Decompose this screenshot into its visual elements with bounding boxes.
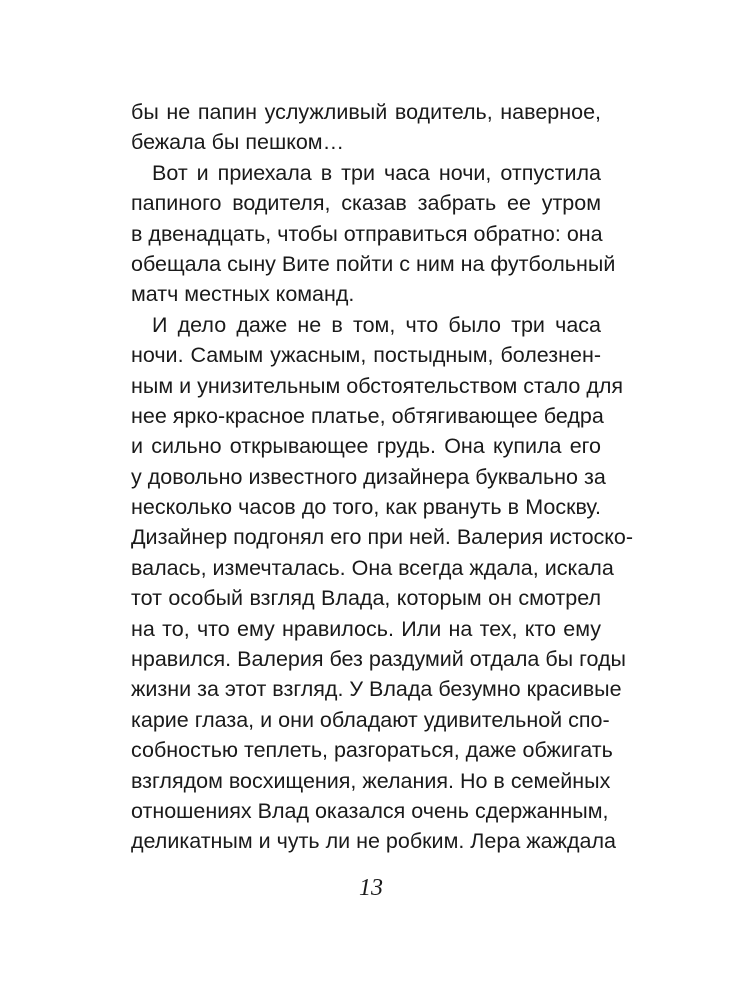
text-line: нее ярко-красное платье, обтягивающее бедра bbox=[131, 403, 604, 428]
text-line: взглядом восхищения, желания. Но в семейных bbox=[131, 768, 611, 793]
text-line: на то, что ему нравилось. Или на тех, кто ему bbox=[131, 616, 601, 641]
text-line: бы не папин услужливый водитель, наверное, bbox=[131, 100, 601, 124]
text-line: несколько часов до того, как рвануть в Москву. bbox=[131, 495, 601, 520]
text-line: нравился. Валерия без раздумий отдала бы годы bbox=[131, 647, 626, 672]
body-text bbox=[131, 97, 634, 857]
text-line: карие глаза, и они обладают удивительной спо- bbox=[131, 707, 610, 732]
text-line: в двенадцать, чтобы отправиться обратно: она bbox=[131, 221, 603, 246]
text-line: бежала бы пешком… bbox=[131, 130, 345, 155]
text-line: жизни за этот взгляд. У Влада безумно красивые bbox=[131, 677, 622, 702]
text-line: И дело даже не в том, что было три часа bbox=[152, 312, 601, 337]
text-line: валась, измечталась. Она всегда ждала, искала bbox=[131, 555, 614, 580]
text-line: обещала сыну Вите пойти с ним на футбольный bbox=[131, 251, 616, 276]
text-line: у довольно известного дизайнера буквально за bbox=[131, 464, 606, 489]
text-line: матч местных команд. bbox=[131, 282, 355, 307]
text-line: и сильно открывающее грудь. Она купила его bbox=[131, 434, 601, 459]
text-line: папиного водителя, сказав забрать ее утром bbox=[131, 191, 601, 216]
text-line: ночи. Самым ужасным, постыдным, болезнен- bbox=[131, 343, 601, 368]
page-number: 13 bbox=[359, 875, 383, 901]
text-line: Дизайнер подгонял его при ней. Валерия истоско- bbox=[131, 525, 634, 550]
text-line: деликатным и чуть ли не робким. Лера жаждала bbox=[131, 829, 616, 854]
text-line: Вот и приехала в три часа ночи, отпустила bbox=[152, 160, 601, 185]
text-line: отношениях Влад оказался очень сдержанным, bbox=[131, 798, 609, 823]
text-line: собностью теплеть, разгораться, даже обжигать bbox=[131, 738, 613, 763]
text-line: ным и унизительным обстоятельством стало для bbox=[131, 373, 624, 398]
text-line: тот особый взгляд Влада, которым он смотрел bbox=[131, 586, 601, 611]
